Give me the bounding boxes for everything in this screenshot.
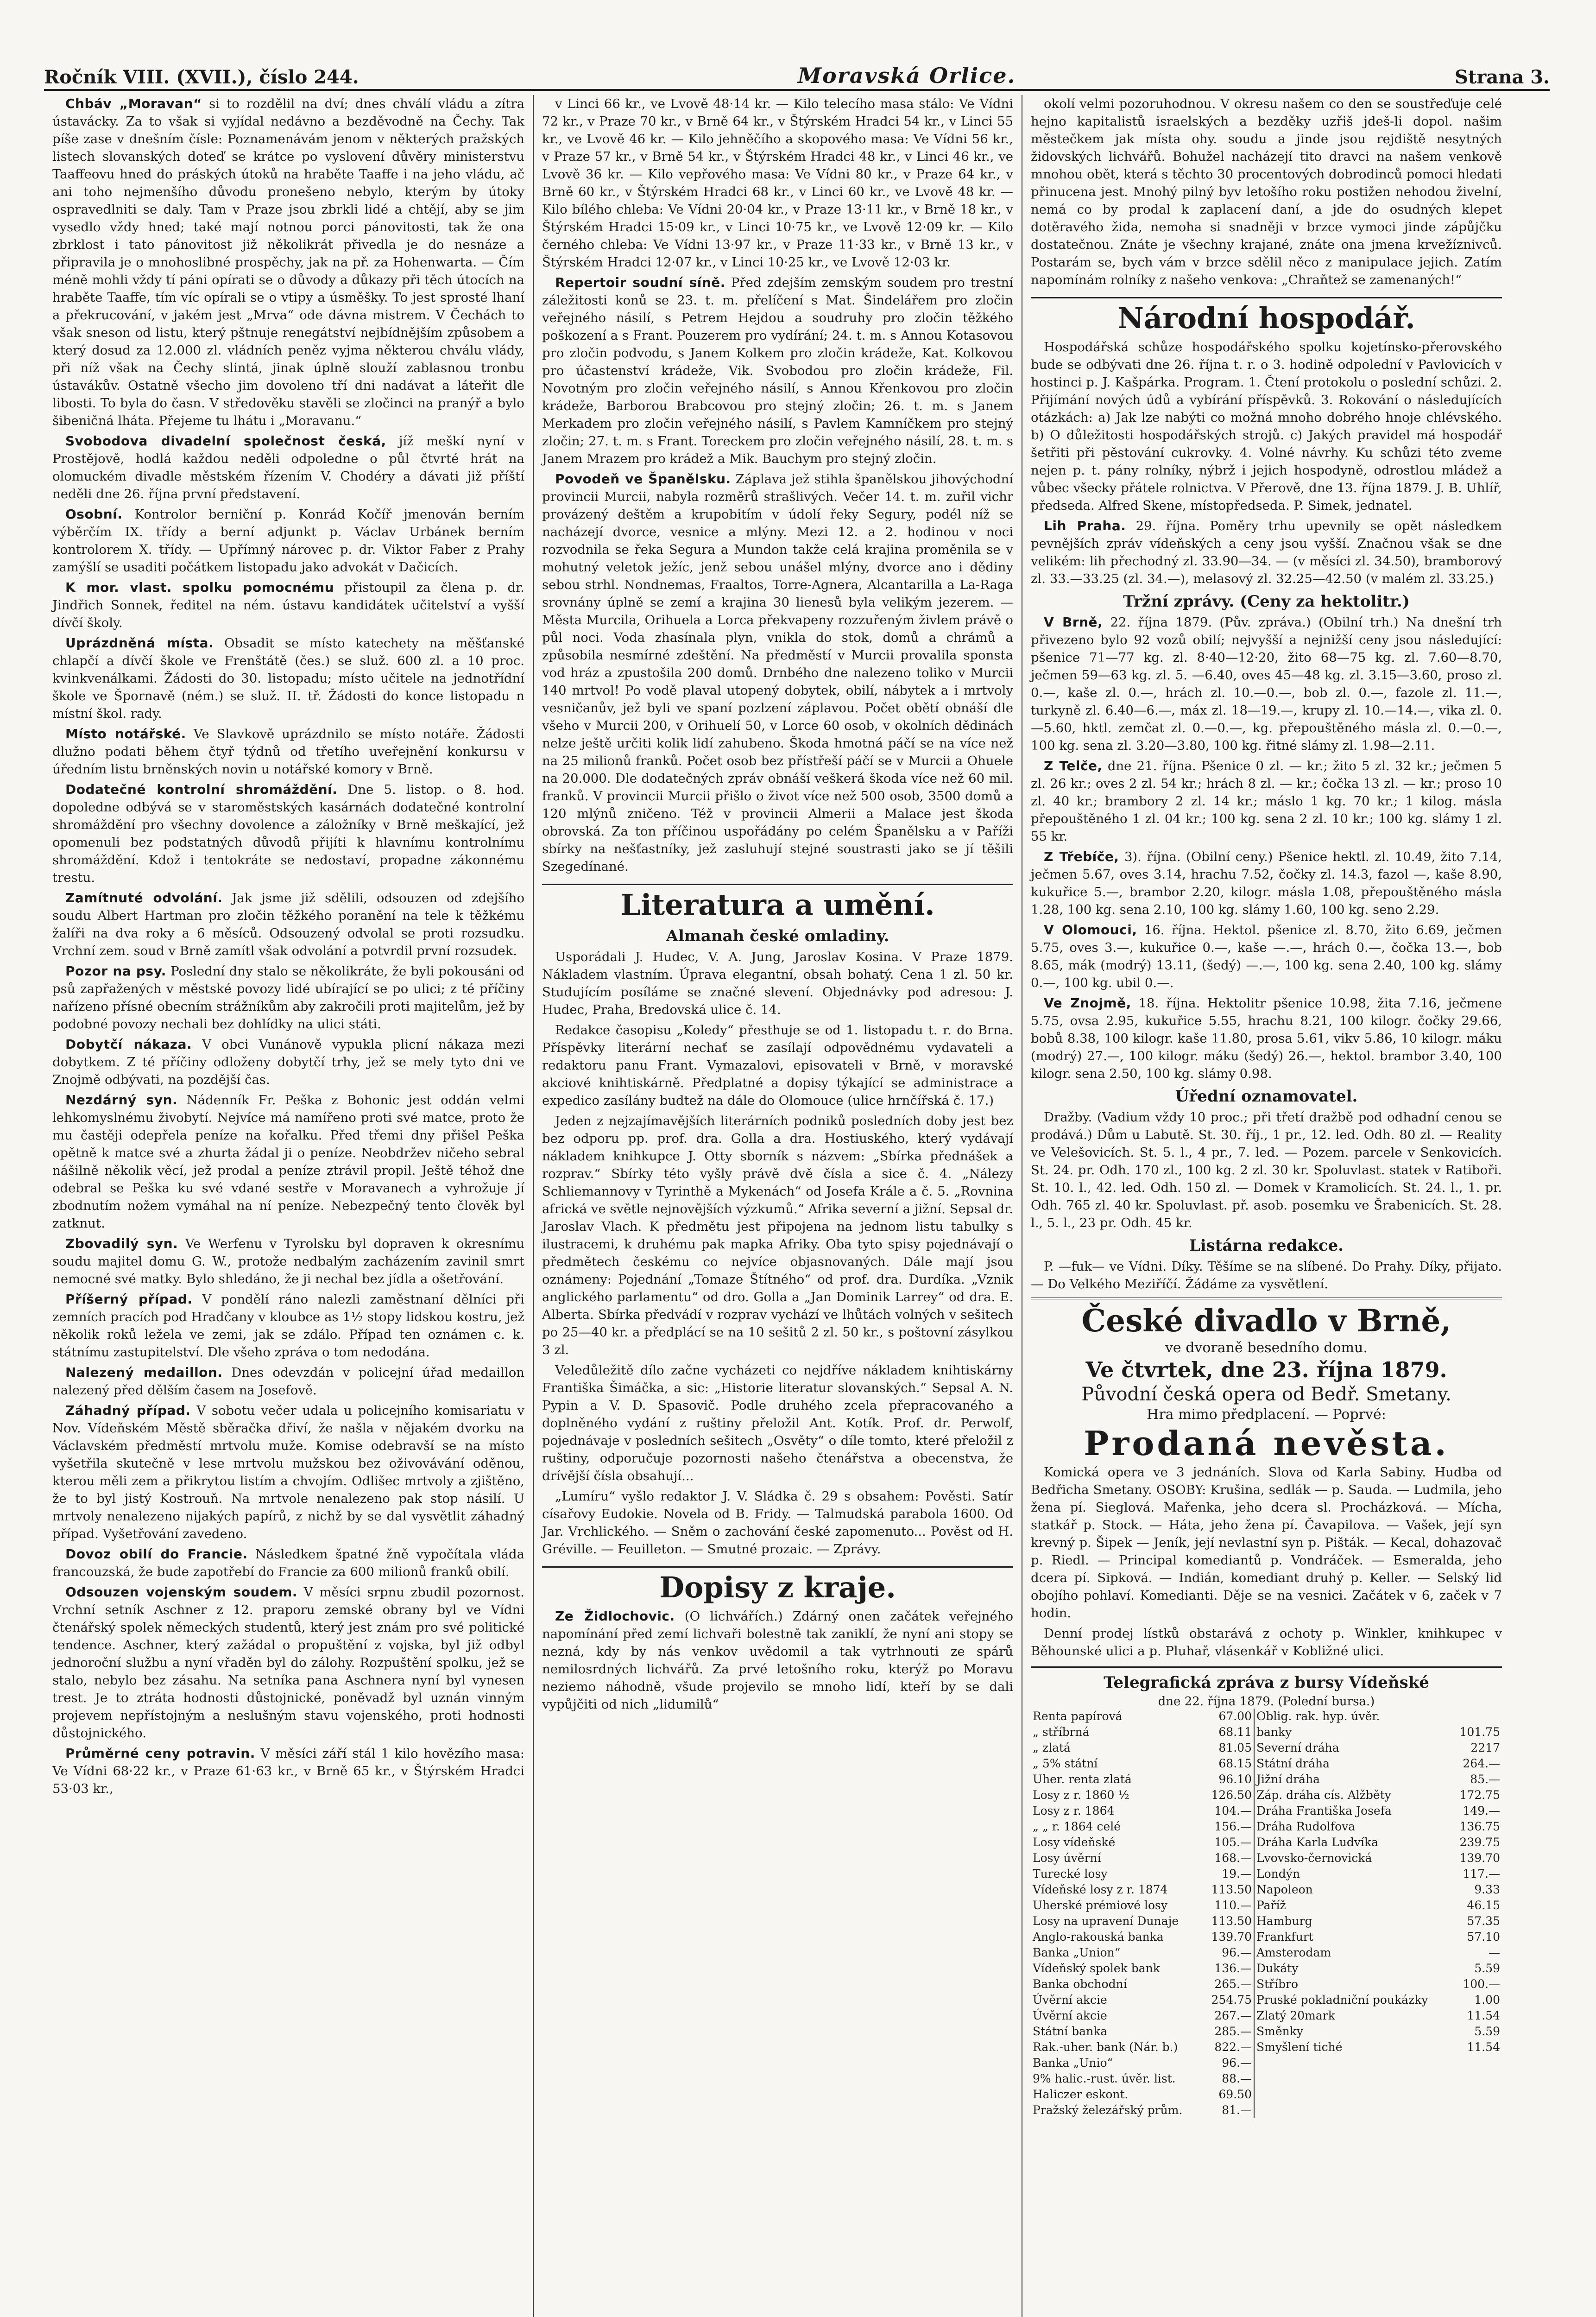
- stock-name: Losy z r. 1860 ½: [1033, 1788, 1129, 1802]
- stock-name: Vídeňské losy z r. 1874: [1033, 1883, 1168, 1896]
- theatre-subtitle: Původní česká opera od Bedř. Smetany.: [1081, 1384, 1451, 1405]
- stock-row: [1031, 1709, 1502, 1724]
- stock-price: 110.—: [1214, 1899, 1252, 1912]
- article-heading: V Olomouci,: [1044, 922, 1137, 937]
- article-heading: Místo notářské.: [65, 726, 186, 741]
- stock-price: 139.70: [1211, 1930, 1252, 1943]
- article-heading: Dobytčí nákaza.: [65, 1037, 192, 1052]
- subheading: Listárna redakce.: [1189, 1236, 1344, 1255]
- stock-name: Státní banka: [1033, 2025, 1108, 2038]
- article: [1031, 994, 1502, 1083]
- stock-row: [1031, 1803, 1502, 1819]
- stock-name: [1254, 2087, 1452, 2102]
- article-text: Ve Werfenu v Tyrolsku byl dopraven k okresnímu soudu majitel domu G. W., protože nedbalým zacházením zavinil smrt nemocné své matky. Bylo shledáno, že ji nechal bez jídla a ošetřování.: [52, 1236, 524, 1286]
- page-number: Strana 3.: [1454, 66, 1550, 88]
- stock-price: 88.—: [1222, 2072, 1252, 2085]
- column-3-articles: [1031, 95, 1502, 1293]
- article-heading: Chbáv „Moravan“: [65, 96, 202, 111]
- article-heading: Odsouzen vojenským soudem.: [65, 1584, 297, 1600]
- article-text: 3). října. (Obilní ceny.) Pšenice hektl. zl. 10.49, žito 7.14, ječmen 5.67, oves 3.14, hrachu 7.52, čočky zl. 14.3, fazol —, kaše 8.90, kukuřice 5.—, brambor 2.20, kilogr. másla 1.08, přepouštěného másla 1.28, 100 kg. sena 2.10, 100 kg. slámy 1.60, 100 kg. seno 2.29.: [1031, 849, 1502, 917]
- article: [52, 1583, 524, 1742]
- article-text: okolí velmi pozoruhodnou. V okresu našem co den se soustřeďuje celé hejno kapitalistů israelských a bezděky uzřiš jdeš-li dopol. našim městečkem jak místa ohy. soudu a jinde jsou rejdiště nesytných židovských lichvářů. Bohužel nacházejí tito dravci na našem venkově mnohou obět, která s těchto 30 procentových dobrodinců pomoci hledati přinucena jest. Mnohý pilný byv letošího roku postižen nehodou živelní, nemá co by prodal k zaplacení daní, a jde do osudných klepet dotěravého žida, nemoha si snadněji v brzce vymoci jinde zápůjčku dostatečnou. Znáte je všechny krajané, znáte ona jmena krvežíznivců. Postarám se, bych vám v brzce sdělil něco z manipulace jejich. Zatím napomínám rolníky z našeho venkova: „Chraňtež se zamenaných!“: [1031, 96, 1502, 287]
- article-text: P. —fuk— ve Vídni. Díky. Těšíme se na slíbené. Do Prahy. Díky, přijato. — Do Velkého Meziříčí. Žádáme za vysvětlení.: [1031, 1259, 1502, 1291]
- article: [1031, 1258, 1502, 1293]
- stock-row: [1031, 2024, 1502, 2039]
- stock-name: Turecké losy: [1033, 1867, 1108, 1880]
- article: [52, 1036, 524, 1089]
- theatre-date: Ve čtvrtek, dne 23. října 1879.: [1085, 1357, 1447, 1382]
- stock-name: Haliczer eskont.: [1033, 2088, 1129, 2101]
- article: [1031, 757, 1502, 845]
- stock-name: Losy z r. 1864: [1033, 1804, 1115, 1817]
- stock-price: 265.—: [1214, 1977, 1252, 1991]
- column-3: [1022, 95, 1510, 2317]
- stock-row: [1031, 1772, 1502, 1787]
- article-heading: Nalezený medaillon.: [65, 1365, 223, 1380]
- stock-price: 96.—: [1222, 2056, 1252, 2070]
- stock-name: Uher. renta zlatá: [1033, 1773, 1132, 1786]
- article-heading: Ve Znojmě,: [1044, 995, 1131, 1011]
- stock-price: 104.—: [1214, 1804, 1252, 1817]
- stock-name: Zlatý 20mark: [1254, 2008, 1452, 2024]
- article: [52, 95, 524, 430]
- article-text: Obsadit se místo katechety na měšťanské chlapčí a dívčí škole ve Frenštátě (čes.) se služ. 600 zl. a 10 proc. kvinkvenálkami. Žádosti do 30. listopadu; místo učitele na jednotřídní škole ve Špornavě (ném.) se služ. II. tř. Žádosti do konce listopadu n místní škol. rady.: [52, 636, 524, 721]
- article-text: 16. října. Hektol. pšenice zl. 8.70, žito 6.69, ječmen 5.75, oves 3.—, kukuřice 0.—, kaše —.—, hrách 0.—, čočka 13.—, bob 8.65, mák (modrý) 13.11, (šedý) —.—, 100 kg. sena 2.40, 100 kg. slámy 0.—, 100 kg. ubil 0.—.: [1031, 923, 1502, 990]
- stock-name: Losy na upravení Dunaje: [1033, 1914, 1179, 1928]
- stock-price: 46.15: [1467, 1899, 1500, 1912]
- stock-name: Dráha Rudolfova: [1254, 1819, 1452, 1835]
- article: [52, 1291, 524, 1361]
- stock-name: „ „ r. 1864 celé: [1033, 1820, 1121, 1833]
- stock-name: Losy úvěrní: [1033, 1851, 1101, 1865]
- stock-price: 11.54: [1467, 2040, 1500, 2054]
- article-text: jíž meškí nyní v Prostějově, hodlá každou neděli odpoledne o půl čtvrté hrát na olomuckém divadle městském řízením V. Chodéry a dávati již příští neděli dne 26. října první představení.: [52, 434, 524, 501]
- stock-price: 96.10: [1218, 1773, 1252, 1786]
- article: [542, 1361, 1013, 1485]
- stock-price: 172.75: [1459, 1788, 1500, 1802]
- article-text: V obci Vunánově vypukla plicní nákaza mezi dobytkem. Z té příčiny odloženy dobytčí trhy, jež se mely tyto dni ve Znojmě odbývati, na pozdější čas.: [52, 1037, 524, 1087]
- stock-price: 11.54: [1467, 2009, 1500, 2022]
- article-text: v Linci 66 kr., ve Lvově 48·14 kr. — Kilo telecího masa stálo: Ve Vídni 72 kr., v Praze 70 kr., v Brně 64 kr., v Štýrském Hradci 54 kr., v Linci 55 kr., ve Lvově 46 kr. — Kilo jehněčího a skopového masa: Ve Vídni 56 kr., v Praze 57 kr., v Brně 54 kr., v Štýrském Hradci 48 kr., v Linci 46 kr., ve Lvově 36 kr. — Kilo vepřového masa: Ve Vídni 80 kr., v Praze 64 kr., v Brně 60 kr., v Štýrském Hradci 68 kr., v Linci 60 kr., ve Lvově 48 kr. — Kilo bílého chleba: Ve Vídni 20·04 kr., v Praze 13·11 kr., v Brně 18 kr., v Štýrském Hradci 15·09 kr., v Linci 10·75 kr., ve Lvově 12·09 kr. — Kilo černého chleba: Ve Vídni 13·97 kr., v Praze 11·33 kr., v Brně 13 kr., v Štýrském Hradci 12·07 kr., v Linci 10·25 kr., ve Lvově 12·03 kr.: [542, 96, 1013, 270]
- stock-price: 5.59: [1474, 2025, 1500, 2038]
- stock-price: 69.50: [1218, 2088, 1252, 2101]
- stock-name: banky: [1254, 1724, 1452, 1740]
- stock-price: 85.—: [1470, 1773, 1500, 1786]
- article-heading: Osobní.: [65, 506, 123, 522]
- article: [1031, 921, 1502, 992]
- stock-price: 81.—: [1222, 2103, 1252, 2117]
- stock-price: 267.—: [1214, 2009, 1252, 2022]
- stock-row: [1031, 1913, 1502, 1929]
- stock-name: Banka obchodní: [1033, 1977, 1127, 1991]
- article-text: Kontrolor berniční p. Konrád Kočíř jmenován berním výběrčím IX. třídy a berní adjunkt p. Václav Urbánek berním kontrolorem X. třídy. — Upřímný nárovec p. dr. Viktor Faber z Prahy zamýšlí se usaditi počátkem listopadu jako advokát v Dačicích.: [52, 507, 524, 575]
- article-heading: V Brně,: [1044, 614, 1103, 630]
- stock-name: [1254, 2071, 1452, 2087]
- newspaper-title: Moravská Orlice.: [798, 63, 1016, 88]
- stock-row: [1031, 2102, 1502, 2118]
- article-text: Veledůležitě dílo začne vycházeti co nejdříve nákladem knihtiskárny Františka Šimáčka, a sic: „Historie literatur slovanských.“ Sepsal A. N. Pypin a V. D. Spasovič. Podle druhého zcela přepracovaného a doplněného vydání z ruštiny přeložil Ant. Kotík. Prof. dr. Perwolf, pojednávaje v posledních sešitech „Osvěty“ o díle tomto, které přeložil z ruštiny, odporučuje pozornosti našeho čtenářstva a obecenstva, že drívější čísla obsahují...: [542, 1363, 1013, 1483]
- article: [52, 1364, 524, 1399]
- stock-name: Dráha Františka Josefa: [1254, 1803, 1452, 1819]
- stock-name: Úvěrní akcie: [1033, 2009, 1107, 2022]
- stock-price: 67.00: [1218, 1709, 1252, 1723]
- stock-name: Napoleon: [1254, 1882, 1452, 1898]
- article-text: Před zdejším zemským soudem pro trestní záležitosti konů se 23. t. m. přelíčení s Mat. Šindelářem pro zločin veřejného násilí, s Petrem Hejdou a soudruhy pro zločin těžkého poškození a s Frant. Pouzerem pro vydírání; 24. t. m. s Annou Kotasovou pro zločin podvodu, s Janem Kolkem pro zločin krádeže, Kat. Kolkovou pro účastenství krádeže, Vik. Svobodou pro zločin krádeže, Fil. Novotným pro zločin veřejného násilí, s Annou Křenkovou pro zločin krádeže, Barborou Brabcovou pro stejný zločin; 26. t. m. s Janem Merkadem pro zločin veřejného násilí, s Pavlem Kamníčkem pro stejný zločin; 27. t. m. s Frant. Toreckem pro zločin veřejného násilí, 28. t. m. s Janem Mrazem pro krádež a Mik. Bauchym pro stejný zločin.: [542, 275, 1014, 466]
- article-text: „Lumíru“ vyšlo redaktor J. V. Sládka č. 29 s obsahem: Pověsti. Satír císařovy Eudokie. Novela od B. Fridy. — Talmudská parabola 1600. Od Jar. Vrchlického. — Sněm o zachování české zapomenuto... Pověst od H. Gréville. — Feuilleton. — Smutné prozaic. — Zprávy.: [542, 1489, 1013, 1557]
- article-heading: Zbovadilý syn.: [65, 1236, 178, 1251]
- stock-price: 113.50: [1211, 1914, 1252, 1928]
- stock-name: Záp. dráha cís. Alžběty: [1254, 1787, 1452, 1803]
- article: [1031, 1108, 1502, 1232]
- stock-row: [1031, 1740, 1502, 1756]
- article: [1031, 517, 1502, 588]
- article-heading: Příšerný případ.: [65, 1291, 193, 1307]
- stock-row: [1031, 1724, 1502, 1740]
- stock-price: 9.33: [1474, 1883, 1500, 1896]
- stock-name: „ 5% státní: [1033, 1757, 1098, 1770]
- stock-price: 168.—: [1214, 1851, 1252, 1865]
- stock-name: Uherské prémiové losy: [1033, 1899, 1168, 1912]
- article-text: Dražby. (Vadium vždy 10 proc.; při třetí dražbě pod odhadní cenou se prodává.) Dům u Labutě. St. 30. říj., 1 pr., 12. led. Odh. 80 zl. — Reality ve Velešovicích. St. 5. l., 4 pr., 7. led. — Pozem. parcele v Senkovicích. St. 24. pr. Odh. 170 zl., 100 kg. 2 zl. 30 kr. Spoluvlast. statek v Ratiboři. St. 10. l., 42. led. Odh. 150 zl. — Domek v Kramolicích. St. 24. l., 1. pr. Odh. 765 zl. 40 kr. Spoluvlast. př. asob. posemku ve Šrabenicích. St. 28. l., 5. l., 23 pr. Odh. 45 kr.: [1031, 1110, 1502, 1230]
- stock-name: Londýn: [1254, 1866, 1452, 1882]
- stock-name: Smyšlení tiché: [1254, 2039, 1452, 2055]
- stock-row: [1031, 1898, 1502, 1913]
- stock-price: 139.70: [1459, 1851, 1500, 1865]
- theatre-cast: Komická opera ve 3 jednáních. Slova od Karla Sabiny. Hudba od Bedřicha Smetany. OSOBY: Krušina, sedlák — p. Sauda. — Ludmila, jeho žena pí. Sieglová. Mařenka, jeho dcera sl. Procházková. — Mícha, statkář p. Stock. — Háta, jeho žena pí. Čavapilova. — Vašek, její syn krevný p. Šipek — Jeník, její nevlastní syn p. Pišták. — Kecal, dohazovač p. Riedl. — Principal komediantů p. Vondráček. — Esmeralda, jeho dcera pí. Sipková. — Indián, komediant druhý p. Keller. — Selský lid obojího pohlaví. Komedianti. Děje se na vesnici. Začátek v 6, začek v 7 hodin.: [1031, 1465, 1502, 1621]
- stock-price: 136.—: [1214, 1962, 1252, 1975]
- article-heading: Lih Praha.: [1044, 518, 1126, 533]
- article-text: V pondělí ráno nalezli zaměstnaní dělníci při zemních pracích pod Hradčany v kloubce as 1½ stopy lidskou kostru, jež několik roků ležela ve zemi, jak se zdálo. Případ ten oznámen c. k. státnímu zastupitelství. Dle všeho zpráva o tom nedodána.: [52, 1292, 524, 1360]
- stock-price: [1452, 2055, 1502, 2071]
- stock-price: 113.50: [1211, 1883, 1252, 1896]
- stock-price: 96.—: [1222, 1946, 1252, 1959]
- stock-row: [1031, 2008, 1502, 2024]
- article-text: Redakce časopisu „Koledy“ přesthuje se od 1. listopadu t. r. do Brna. Příspěvky literární nechať se zasílají odpovědnému vydavateli a redaktoru panu Frant. Vymazalovi, episovateli v Brně, v moravské akciové knihtiskárně. Předplatné a dopisy týkající se administrace a expedico zasílány budtež na dále do Olomouce (ulice hrnčířská č. 17.): [542, 1023, 1013, 1108]
- article-text: V měsíci září stál 1 kilo hovězího masa: Ve Vídni 68·22 kr., v Praze 61·63 kr., v Brně 65 kr., v Štýrském Hradci 53·03 kr.,: [52, 1746, 524, 1796]
- stock-row: [1031, 1819, 1502, 1835]
- stock-price: 68.11: [1218, 1725, 1252, 1739]
- stock-table: [1031, 1709, 1502, 2118]
- stock-price: 1.00: [1474, 1993, 1500, 2007]
- stock-price: [1452, 2102, 1502, 2118]
- article-heading: Nezdárný syn.: [65, 1092, 178, 1108]
- stock-name: Hamburg: [1254, 1913, 1452, 1929]
- stock-name: Lvovsko-černovická: [1254, 1850, 1452, 1866]
- article-text: Ve Slavkově uprázdnilo se místo notáře. Žádosti dlužno podati během čtyř týdnů od třetího uveřejnění konkursu v úředním listu brněnských novin u notářské komory v Brně.: [52, 727, 524, 777]
- article-text: Následkem špatné žně vypočítala vláda francouzská, že bude zapotřebí do Francie za 600 milionů franků obilí.: [52, 1547, 525, 1579]
- stock-price: 239.75: [1459, 1836, 1500, 1849]
- stock-row: [1031, 2039, 1502, 2055]
- subheading: Almanah české omladiny.: [666, 927, 889, 945]
- article-heading: Z Telče,: [1044, 758, 1103, 773]
- stock-price: 81.05: [1218, 1741, 1252, 1754]
- article: [52, 506, 524, 576]
- stock-price: 285.—: [1214, 2025, 1252, 2038]
- stock-name: Anglo-rakouská banka: [1033, 1930, 1164, 1943]
- stock-name: Dráha Karla Ludvíka: [1254, 1835, 1452, 1850]
- article-text: Usporádali J. Hudec, V. A. Jung, Jaroslav Kosina. V Praze 1879. Nákladem vlastním. Úprava elegantní, obsah bohatý. Cena 1 zl. 50 kr. Studujícím posíláme se značné slevení. Objednávky pod adresou: J. Hudec, Praha, Bredovská ulice č. 14.: [542, 950, 1013, 1017]
- stock-row: [1031, 1976, 1502, 1992]
- article: [52, 962, 524, 1033]
- article-text: Jak jsme již sdělili, odsouzen od zdejšího soudu Albert Hartman pro zločin těžkého poranění na tele k těžkému žalíři na dva roky a 6 měsíců. Odsouzený odvolal se proti rozsudku. Vrchní zem. soud v Brně zamítl však odvolání a potvrdil první rozsudek.: [52, 891, 524, 958]
- article: [52, 1402, 524, 1543]
- stock-price: 136.75: [1459, 1820, 1500, 1833]
- stock-row: [1031, 1961, 1502, 1976]
- stock-row: [1031, 2071, 1502, 2087]
- article-heading: Dovoz obilí do Francie.: [65, 1546, 248, 1562]
- stock-row: [1031, 1787, 1502, 1803]
- stock-price: [1452, 2087, 1502, 2102]
- stock-row: [1031, 1866, 1502, 1882]
- stock-price: 156.—: [1214, 1820, 1252, 1833]
- theatre-venue: ve dvoraně besedního domu.: [1165, 1340, 1368, 1356]
- article: [542, 95, 1013, 271]
- stock-name: Paříž: [1254, 1898, 1452, 1913]
- article: [542, 1112, 1013, 1359]
- subheading: Úřední oznamovatel.: [1175, 1087, 1358, 1106]
- article: [52, 781, 524, 886]
- article-heading: Repertoir soudní síně.: [555, 275, 725, 290]
- theatre-footer: Denní prodej lístků obstarává z ochoty p. Winkler, knihkupec v Běhounské ulici a p. Pluhař, vlásenkář v Kobližné ulici.: [1031, 1626, 1502, 1659]
- article-text: přistoupil za člena p. dr. Jindřich Sonnek, ředitel na ném. ústavu kandidátek učitelství a vyšší dívčí školy.: [52, 580, 524, 630]
- article-text: Dnes odevzdán v policejní úřad medaillon nalezený před dělším časem na Josefově.: [52, 1365, 524, 1398]
- stock-price: 101.75: [1459, 1725, 1500, 1739]
- stock-name: Jižní dráha: [1254, 1772, 1452, 1787]
- stock-name: Pražský železářský prům.: [1033, 2103, 1183, 2117]
- article-text: 29. října. Poměry trhu upevnily se opět následkem pevnějších zpráv vídeňských a ceny jsou vyšší. Značnou však se dne velikém: lih přechodný zl. 33.90—34. — (v měsíci zl. 34.50), bramborový zl. 33.—33.25 (zl. 34.—), melasový zl. 32.25—42.50 (v malém zl. 33.25.): [1031, 519, 1502, 586]
- article: [542, 1608, 1013, 1713]
- stock-price: 822.—: [1214, 2040, 1252, 2054]
- stock-name: Renta papírová: [1033, 1709, 1123, 1723]
- article-heading: K mor. vlast. spolku pomocnému: [65, 580, 334, 595]
- article: [52, 634, 524, 722]
- subheading: Tržní zprávy. (Ceny za hektolitr.): [1123, 592, 1410, 611]
- stock-row: [1031, 1756, 1502, 1772]
- article-text: 18. října. Hektolitr pšenice 10.98, žita 7.16, ječmene 5.75, ovsa 2.95, kukuřice 5.55, hrachu 8.21, 100 kilogr. čočky 29.66, bobů 8.38, 100 kilogr. kaše 11.80, prosa 5.61, vikv 5.86, 10 kilogr. máku (modrý) 27.—, 100 kilogr. máku (šedý) 26.—, hektol. brambor 3.40, 100 kilogr. sena 2.50, 100 kg. slámy 0.98.: [1031, 996, 1502, 1081]
- article-text: Dne 5. listop. o 8. hod. dopoledne odbývá se v staroměstských kasárnách dodatečné kontrolní shromáždění pro všechny dovolence a záložníky v Brně meškající, jež opomenuli bez podstatných důvodů přijíti k hlavnímu kontrolnímu shromáždění. Kdož i tentokráte se nedostaví, propadne zákonnému trestu.: [52, 782, 524, 885]
- article: [52, 1091, 524, 1232]
- stock-row: [1031, 1882, 1502, 1898]
- theatre-title: České divadlo v Brně,: [1081, 1303, 1451, 1339]
- article: [542, 274, 1013, 468]
- stock-row: [1031, 2055, 1502, 2071]
- article: [52, 889, 524, 960]
- masthead-rule: [44, 89, 1550, 91]
- stock-name: Úvěrní akcie: [1033, 1993, 1107, 2007]
- stock-exchange-report: [1031, 1672, 1502, 2118]
- stock-row: [1031, 2087, 1502, 2102]
- stock-price: 264.—: [1463, 1757, 1500, 1770]
- article: [1031, 95, 1502, 289]
- article-text: Hospodářská schůze hospodářského spolku kojetínsko-přerovského bude se odbývati dne 26. října t. r. o 3. hodině odpolední v Pavlovicích v hostinci p. J. Kašpárka. Program. 1. Čtení protokolu o poslední schůzi. 2. Přijímání nových údů a vybírání příspěvků. 3. Rokování o následujících otázkách: a) Jak lze nabýti co možná mnoho dobrého hnoje chlévského. b) O důležitosti hospodářských strojů. c) Jakých pravidel má hospodář šetřiti při pěstování cukrovky. 4. Volné návrhy. Ku schůzi této zveme nejen p. t. pány rolníky, nýbrž i jejich hospodyně, odrostlou mládež a vůbec všecky přátele rolnictva. V Přerově, dne 13. října 1879. J. B. Uhlíř, předseda. Alfred Skene, místopředseda. P. Simek, jednatel.: [1031, 340, 1502, 513]
- stock-name: Pruské pokladniční poukázky: [1254, 1992, 1452, 2008]
- section-heading: Národní hospodář.: [1031, 297, 1502, 336]
- columns: [44, 95, 1550, 2317]
- stock-name: 9% halic.-rust. úvěr. list.: [1033, 2072, 1176, 2085]
- article: [52, 725, 524, 778]
- stock-price: 100.—: [1463, 1977, 1500, 1991]
- article: [52, 1745, 524, 1798]
- article-text: dne 21. října. Pšenice 0 zl. — kr.; žito 5 zl. 32 kr.; ječmen 5 zl. 26 kr.; oves 2 zl. 54 kr.; hrách 8 zl. — kr.; čočka 13 zl. — kr.; proso 10 zl. 40 kr.; brambory 2 zl. 14 kr.; máslo 1 kg. 70 kr.; 1 kilog. másla přepouštěného 1 zl. 04 kr.; 100 kg. sena 2 zl. 10 kr.; 100 kg. slámy 1 zl. 55 kr.: [1031, 759, 1502, 844]
- article-heading: Povodeň ve Španělsku.: [555, 471, 731, 487]
- stock-title: Telegrafická zpráva z bursy Vídeňské: [1104, 1673, 1429, 1692]
- stock-price: 57.10: [1467, 1930, 1500, 1943]
- article-text: V měsíci srpnu zbudil pozornost. Vrchní setník Aschner z 12. praporu zemské obrany byl ve Vídni čtenářský spolek německých studentů, který jest znám pro své politické tendence. Aschner, který zažádal o propuštění z vojska, byl již odbyl jednoroční službu a nyní vřaděn byl do zálohy. Rozpuštění spolku, jež se stalo, nebylo bez zásahu. Na setníka pana Aschnera nyní byl vynesen trest. Je to ztráta hodnosti důstojnické, poněvadž byl uznán vinným projevem nepřístojným a neslušným stavu vojenského, proti hodnosti důstojnického.: [52, 1585, 524, 1741]
- stock-name: Rak.-uher. bank (Nár. b.): [1033, 2040, 1178, 2054]
- stock-price: 5.59: [1474, 1962, 1500, 1975]
- stock-price: 68.15: [1218, 1757, 1252, 1770]
- column-2: [533, 95, 1022, 2317]
- article: [542, 1021, 1013, 1109]
- stock-name: Losy vídeňské: [1033, 1836, 1116, 1849]
- article-heading: Dodatečné kontrolní shromáždění.: [65, 782, 338, 797]
- stock-name: Státní dráha: [1254, 1756, 1452, 1772]
- stock-name: Banka „Union“: [1033, 1946, 1121, 1959]
- article-text: V sobotu večer udala u policejního komisariatu v Nov. Vídeňském Městě sběračka dřiví, že našla v nějakém dvorku na Václavském předměstí mrtvolu muže. Komise odebravší se na místo vyšetřila skutečně v lese mrtvolu mužskou bez oživovávání oděnou, kterou měli zem a přikrytou listím a chvojím. Odlišec mrtvoly a zjištěno, že to byl jistý Kostrouň. Na mrtvole nenalezeno pak stop násilí. U mrtvoly nenalezeno nijakých papírů, z nichž by se dal vysvětlit záhadný případ. Vyšetřování zavedeno.: [52, 1403, 524, 1541]
- stock-row: [1031, 1835, 1502, 1850]
- article-heading: Zamítnuté odvolání.: [65, 890, 223, 905]
- stock-price: 19.—: [1222, 1867, 1252, 1880]
- article-heading: Svobodova divadelní společnost česká,: [65, 433, 386, 449]
- column-1: [44, 95, 533, 2317]
- stock-row: [1031, 1850, 1502, 1866]
- stock-price: 126.50: [1211, 1788, 1252, 1802]
- stock-row: [1031, 1929, 1502, 1945]
- stock-name: Směnky: [1254, 2024, 1452, 2039]
- section-heading: Dopisy z kraje.: [542, 1566, 1013, 1605]
- article: [542, 470, 1013, 875]
- article: [52, 579, 524, 632]
- article: [52, 1545, 524, 1581]
- article: [1031, 614, 1502, 754]
- stock-price: 2217: [1470, 1741, 1500, 1754]
- section-heading: Literatura a umění.: [542, 884, 1013, 922]
- article: [52, 1235, 524, 1288]
- article-heading: Průměrné ceny potravin.: [65, 1746, 255, 1761]
- article: [52, 432, 524, 503]
- article-text: 22. října 1879. (Pův. zpráva.) (Obilní trh.) Na dnešní trh přivezeno bylo 92 vozů obilí; nejvyšší a nejnižší ceny jsou následující: pšenice 71—77 kg. zl. 8·40—12·20, žito 68—75 kg. zl. 7.60—8.70, ječmen 59—63 kg. zl. 5. —6.40, oves 45—48 kg. zl. 3.15—3.60, proso zl. 0.—, kaše zl. 0.—, hrách zl. 10.—0.—, bob zl. 0.—, fazole zl. 11.—, turkyně zl. 6.40—6.—, máx zl. 18—19.—, krupy zl. 10.—14.—, vika zl. 0.—5.60, hktl. zemčat zl. 0.—0.—, kg. přepouštěného másla zl. 0.—0.—, 100 kg. sena zl. 3.20—3.80, 100 kg. řitné slámy zl. 1.98—2.11.: [1031, 615, 1502, 753]
- article-heading: Uprázdněná místa.: [65, 635, 214, 651]
- stock-row: [1031, 1945, 1502, 1961]
- article-text: (O lichvářích.) Zdárný onen začátek veřejného napomínání před zemí lichvaři bolestně tak zaniklí, že nyní ani stopy se nezná, kdy by nás venkov uvědomil a tak vytrhnouti ze spárů nemilosrdných lichvářů. Za prvé letošního roku, kterýž po Moravu neziemo náhodně, všude projevilo se mnoho lidí, kteří by se dali vypůjčiti od nich „lidumilů“: [542, 1609, 1013, 1712]
- stock-name: „ stříbrná: [1033, 1725, 1090, 1739]
- stock-name: Amsterodam: [1254, 1945, 1452, 1961]
- article: [542, 1488, 1013, 1558]
- stock-price: [1452, 2071, 1502, 2087]
- article-text: si to rozdělil na dví; dnes chválí vládu a zítra ústavácky. Za to však si vyjídal nedávno a bezděvodně na Čechy. Tak píše zase v dnešním čísle: Poznamenávám jenom v některých pražských listech slovanských doteď se krátce po vyslovení důvěry ministerstvu Taaffeovu hned do práských útoků na hraběte Taaffe i na jeho vládu, ač ani toho nejmenšího důvodu pronešeno nebylo, kterým by útoky ospravedlniti se daly. Tam v Praze jsou zbrkli lidé a chtějí, aby se jim vysedlo vždy hned; také mají notnou porci pánovitosti, tak že ona zbrklost i tato pánovitost již několikrát přivedla je do nesnáze a připravila je o mnohoslibné prospěchy, jak na př. za Hohenwarta. — Čím méně mohli vždy tí páni opírati se o důvody a důkazy při těch útocích na hraběte Taaffe, tím víc opírali se o vtipy a úsměšky. To jest sprosté lhaní a překrucování, v jakém jest „Mrva“ ode dávna mistrem. V Čechách to však sneson od listu, který pštnuje renegátství nejbídnějším způsobem a který dosud za 12.000 zl. vládních peněz vyjma některou chválu vlády, při níž však na Čechy slintá, jinak úplně slouží zablasnou tronbu ústavákův. Ostatně všecho jim dovoleno tří dni nadávat a láteřit dle libosti. To byla do časn. V středověku stavěli se zločinci na pranýř a bylo šibeničná lháta. Přejeme tu lhátu i „Moravanu.“: [52, 96, 524, 428]
- article-heading: Ze Židlochovic.: [555, 1608, 675, 1624]
- article-heading: Záhadný případ.: [65, 1403, 191, 1418]
- masthead: [44, 44, 1550, 88]
- stock-row: [1031, 1992, 1502, 2008]
- stock-name: Frankfurt: [1254, 1929, 1452, 1945]
- stock-price: [1452, 1709, 1502, 1724]
- theatre-announcement: [1031, 1298, 1502, 1668]
- theatre-note: Hra mimo předplacení. — Poprvé:: [1147, 1406, 1386, 1423]
- stock-name: [1254, 2102, 1452, 2118]
- article-text: Záplava jež stihla španělskou jihovýchodní provincii Murcii, nabyla rozměrů strašlivých. Večer 14. t. m. zuřil vichr provázený deštěm a krupobitím v údolí řeky Segury, podél níž se nacházejí dvorce, vesnice a mlýny. Mezi 12. a 2. hodinou v noci rozvodnila se řeka Segura a Mundon takže celá krajina proměnila se v mohutný veletok ježíc, jenž sebou unášel mlýny, dvorce ano i dědiny sebou strhl. Nondnemas, Fraaltos, Torre-Agnera, Alcantarilla a La-Raga srovnány úplně se zemí a krajina 30 lienesů byla velikým jezerem. — Města Murcila, Orihuela a Lorca překvapeny rozzuřeným živlem právě o půl noci. Voda zhasínala plyn, vnikla do stok, domů a chrámů a způsobila nesmírné zdeštění. Na předměstí v Murcii provalila sponsta vod hráz a zpustošila 200 domů. Drnbého dne nalezeno tolikо v Murcii 140 mrtvol! Po vodě plaval utopený dobytek, obilí, nábytek a i mrtvoly vesničanův, jež byli ve spaní pozlzení záplavou. Počet obětí obnáší dle všeho v Murcii 200, v Orihuelí 50, v Lorce 60 osob, v okolních dědinách nelze ještě určiti kolik lidí zahubeno. Škoda hmotná páčí se na více než na 25 milionů franků. Počet osob bez přístřeší páčí se v Murcii a Ohuele na 20.000. Dle dodatečných zpráv obnáší veškerá škoda více než 60 mil. franků. V provincii Murcii přišlo o život více než 500 osob, 3500 domů a 120 mlýnů zničeno. Též v provincii Almerii a Malace jest škoda obrovská. Za ton příčinou uspořádány po celém Španělsku a v Paříži sbírky na nešťastníky, jež zasluhují stejné soustrasti jako se jí těšili Szegedínané.: [542, 472, 1013, 874]
- article-text: Nádenník Fr. Peška z Bohonic jest oddán velmi lehkomyslnému živobytí. Nejvíce má namířeno proti své matce, proto že mu častěji odepřela peníze na kořalku. Před třemi dny přišel Peška opětně k matce své a zhurta žádal ji o peníze. Neobdržev ničeho sebral nášilně několik věcí, jež prodal a peníze ztrávil propil. Ještě téhož dne odebral se Peška ku své vdané sestře v Moravanech a vyhrožuje jí zbodnutím nožem vymáhal na ní peníze. Nebezpečný tento člověk byl zatknut.: [52, 1093, 524, 1231]
- stock-name: Banka „Unio“: [1033, 2056, 1113, 2070]
- stock-name: Severní dráha: [1254, 1740, 1452, 1756]
- article-text: Poslední dny stalo se několikráte, že byli pokousáni od psů zapřažených v městské povozy lidé ubírající se po ulici; z té příčiny nařízeno přísné obecním strážníkům aby zakročili proti majitelům, jež by podobné povozy nechali bez dohlídky na ulici státi.: [52, 964, 524, 1032]
- theatre-play: Prodaná nevěsta.: [1084, 1424, 1449, 1463]
- article-text: Jeden z nejzajímavějších literárních podniků posledních doby jest bez bez odporu pp. prof. dra. Golla a dra. Hostiuského, který vydávají nákladem knihkupce J. Otty sborník s názvem: „Sbírka přednášek a rozprav.“ Sbírky této vyšly právě dvě čísla a sice č. 4. „Nálezy Schliemannovy v Tyrinthě a Mykenách“ od Josefa Krále a č. 5. „Rovnina africká ve světle nejnovějších výzkumů.“ Afrika severní a jižní. Sepsal dr. Jaroslav Vlach. K předmětu jest připojena na jednom listu tabulky s ilustracemi, k druhému pak mapka Afriky. Oba tyto spisy pojednávají o předmětech českému co nejvíce objasnovaných. Dále mají jsou oznámeny: Pojednání „Tomaze Štítného“ od prof. dra. Durdíka. „Vznik anglického parlamentu“ od dro. Golla a „Jan Dominik Larrey“ od dra. E. Alberta. Sbírka předvádí v rozprav vychází ve lhůtách volných v sešitech po 25—40 kr. a předplácí se na 10 sešitů 2 zl. 50 kr., s poštovní zásylkou 3 zl.: [542, 1114, 1013, 1357]
- stock-price: 57.35: [1467, 1914, 1500, 1928]
- stock-name: Stříbro: [1254, 1976, 1452, 1992]
- stock-price: 105.—: [1214, 1836, 1252, 1849]
- stock-name: „ zlatá: [1033, 1741, 1071, 1754]
- stock-name: Dukáty: [1254, 1961, 1452, 1976]
- article: [1031, 848, 1502, 918]
- stock-price: 254.75: [1211, 1993, 1252, 2007]
- article: [1031, 338, 1502, 514]
- article-heading: Z Třebíče,: [1044, 849, 1119, 864]
- article: [542, 948, 1013, 1019]
- article-heading: Pozor na psy.: [65, 963, 166, 979]
- stock-price: —: [1489, 1946, 1500, 1959]
- stock-price: 149.—: [1463, 1804, 1500, 1817]
- stock-price: 117.—: [1463, 1867, 1500, 1880]
- stock-name: Vídeňský spolek bank: [1033, 1962, 1160, 1975]
- stock-date: dne 22. října 1879. (Polední bursa.): [1158, 1695, 1375, 1709]
- stock-name: Oblig. rak. hyp. úvěr.: [1254, 1709, 1452, 1724]
- issue-number: Ročník VIII. (XVII.), číslo 244.: [44, 66, 359, 88]
- stock-name: [1254, 2055, 1452, 2071]
